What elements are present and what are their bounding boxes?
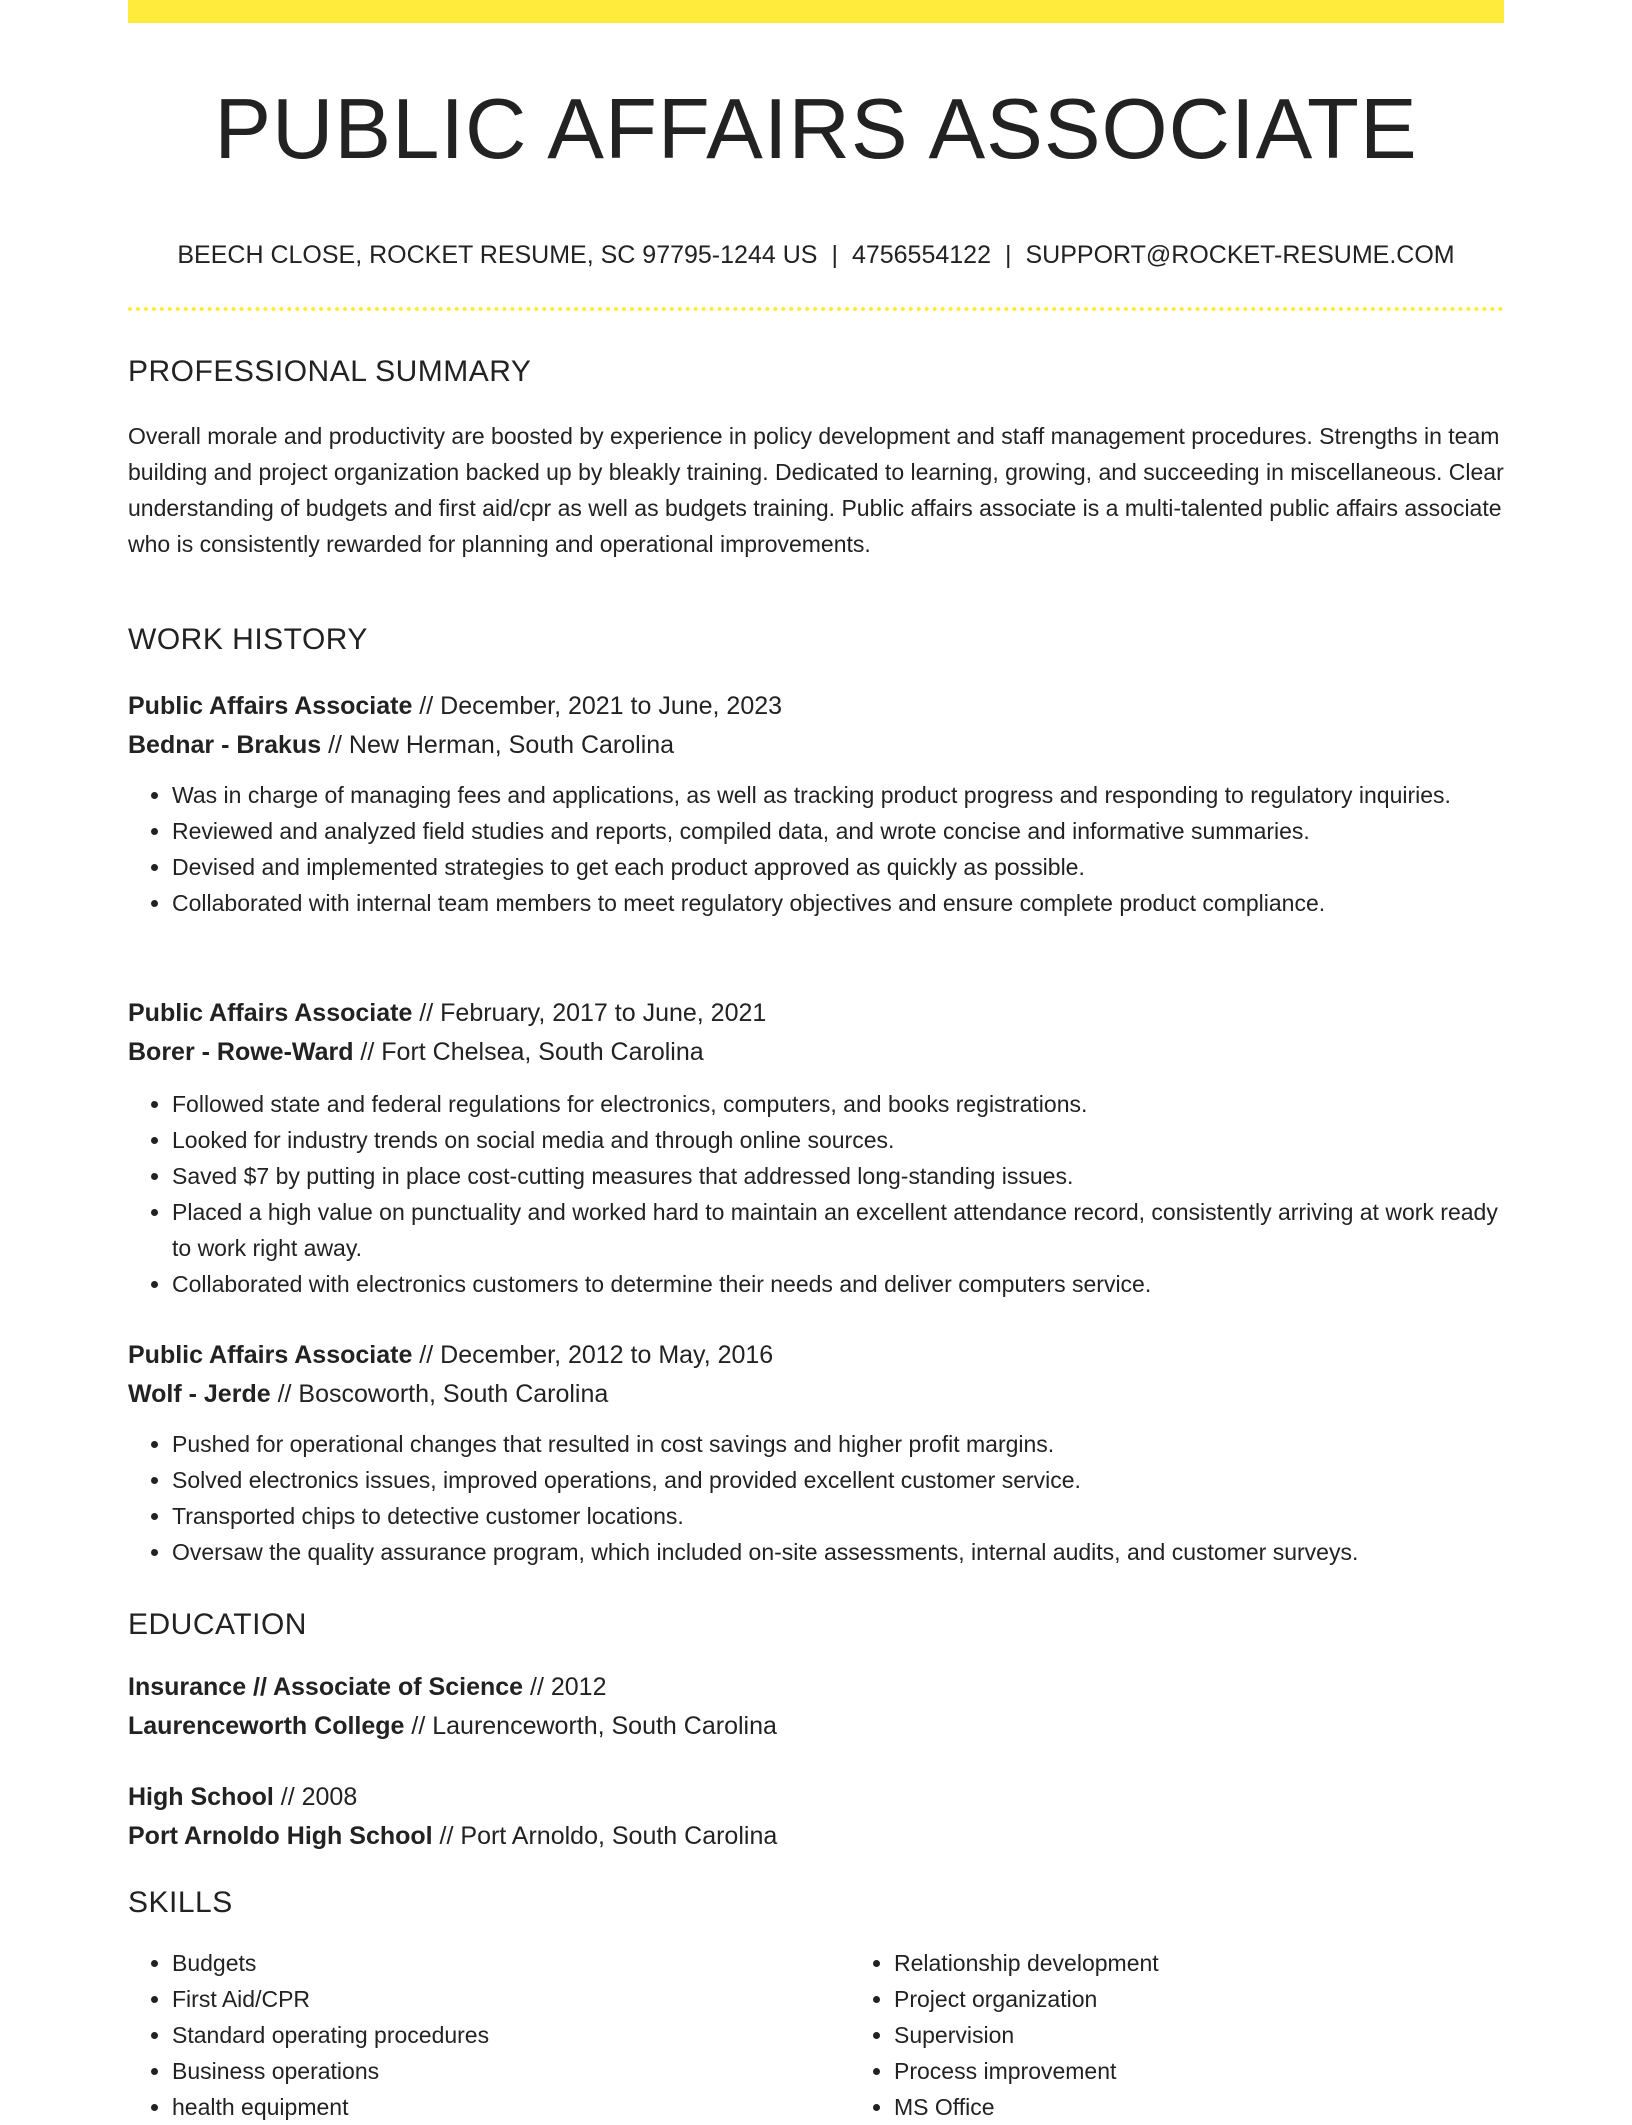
- job-company-line: [128, 726, 1504, 765]
- job-title: Public Affairs Associate: [128, 999, 413, 1027]
- page-title: PUBLIC AFFAIRS ASSOCIATE: [214, 82, 1418, 177]
- work-history-heading: WORK HISTORY: [128, 623, 368, 656]
- contact-address: BEECH CLOSE, ROCKET RESUME, SC 97795-1244 US: [177, 241, 818, 269]
- degree-line: [128, 1778, 1504, 1817]
- list-item: • Saved $7 by putting in place cost-cutting measures that addressed long-standing issues.: [172, 1158, 1504, 1194]
- job-title: Public Affairs Associate: [128, 1341, 413, 1369]
- skill-item: • Standard operating procedures: [172, 2017, 850, 2053]
- skill-item: • Budgets: [172, 1945, 850, 1981]
- school-line: [128, 1817, 1504, 1856]
- school: Port Arnoldo High School: [128, 1822, 433, 1850]
- list-item: • Solved electronics issues, improved operations, and provided excellent customer service.: [172, 1462, 1504, 1498]
- job-location: // New Herman, South Carolina: [321, 731, 675, 759]
- list-item: • Collaborated with internal team members to meet regulatory objectives and ensure complete product compliance.: [172, 885, 1504, 921]
- skills-heading: SKILLS: [128, 1886, 233, 1919]
- contact-email: SUPPORT@ROCKET-RESUME.COM: [1025, 241, 1455, 269]
- job-location: // Boscoworth, South Carolina: [270, 1380, 609, 1408]
- degree-year: // 2008: [273, 1783, 358, 1811]
- school-line: [128, 1707, 1504, 1746]
- skill-item: • Supervision: [894, 2017, 1572, 2053]
- accent-bar: [128, 0, 1504, 23]
- list-item: • Was in charge of managing fees and applications, as well as tracking product progress and responding to regulatory inquiries.: [172, 777, 1504, 813]
- summary-heading: PROFESSIONAL SUMMARY: [128, 355, 532, 388]
- school: Laurenceworth College: [128, 1712, 405, 1740]
- job-title-line: [128, 687, 1504, 726]
- dotted-divider: [128, 307, 1504, 311]
- job-company: Wolf - Jerde: [128, 1380, 271, 1408]
- job-location: // Fort Chelsea, South Carolina: [353, 1038, 704, 1066]
- job-company: Borer - Rowe-Ward: [128, 1038, 354, 1066]
- skill-item: • Project organization: [894, 1981, 1572, 2017]
- list-item: • Transported chips to detective customer locations.: [172, 1498, 1504, 1534]
- job-company: Bednar - Brakus: [128, 731, 322, 759]
- skill-item: • Business operations: [172, 2053, 850, 2089]
- skill-item: • MS Office: [894, 2089, 1572, 2125]
- school-location: // Laurenceworth, South Carolina: [404, 1712, 777, 1740]
- list-item: • Pushed for operational changes that resulted in cost savings and higher profit margins.: [172, 1426, 1504, 1462]
- degree-line: [128, 1668, 1504, 1707]
- job-dates: // February, 2017 to June, 2021: [412, 999, 767, 1027]
- skill-item: • Process improvement: [894, 2053, 1572, 2089]
- job-dates: // December, 2012 to May, 2016: [412, 1341, 774, 1369]
- skill-item: • Relationship development: [894, 1945, 1572, 1981]
- list-item: • Followed state and federal regulations for electronics, computers, and books registrations.: [172, 1086, 1504, 1122]
- education-entry: [128, 1778, 1504, 1856]
- job-dates: // December, 2021 to June, 2023: [412, 692, 783, 720]
- skill-item: • health equipment: [172, 2089, 850, 2125]
- degree-year: // 2012: [523, 1673, 607, 1701]
- skill-item: • First Aid/CPR: [172, 1981, 850, 2017]
- degree: Insurance // Associate of Science: [128, 1673, 524, 1701]
- job-title: Public Affairs Associate: [128, 692, 413, 720]
- education-heading: EDUCATION: [128, 1608, 307, 1641]
- list-item: • Looked for industry trends on social media and through online sources.: [172, 1122, 1504, 1158]
- list-item: • Oversaw the quality assurance program, which included on-site assessments, internal audits, and customer surveys.: [172, 1534, 1504, 1570]
- job-bullets: [128, 1086, 1504, 1302]
- job-company-line: [128, 1375, 1504, 1414]
- skills-column-left: [128, 1945, 850, 2125]
- job-entry: [128, 994, 1504, 1302]
- job-title-line: [128, 1336, 1504, 1375]
- list-item: • Collaborated with electronics customers to determine their needs and deliver computers service.: [172, 1266, 1504, 1302]
- job-entry: [128, 1336, 1504, 1570]
- summary-text: Overall morale and productivity are boosted by experience in policy development and staff management procedures. Strengths in team building and project organization backed up by bleakly training. Dedicated to learning, growing, and succeeding in miscellaneous. Clear understanding of budgets and first aid/cpr as well as budgets training. Public affairs associate is a multi-talented public affairs associate who is consistently rewarded for planning and operational improvements.: [128, 423, 1504, 557]
- skills-list: [128, 1945, 1504, 2125]
- job-company-line: [128, 1033, 1504, 1072]
- contact-separator: |: [1004, 241, 1012, 269]
- contact-line: [128, 237, 1504, 273]
- contact-separator: |: [831, 241, 838, 269]
- contact-phone: 4756554122: [851, 241, 991, 269]
- job-title-line: [128, 994, 1504, 1033]
- skills-column-right: [850, 1945, 1572, 2125]
- job-bullets: [128, 777, 1504, 921]
- school-location: // Port Arnoldo, South Carolina: [432, 1822, 778, 1850]
- job-entry: [128, 687, 1504, 921]
- list-item: • Devised and implemented strategies to get each product approved as quickly as possible.: [172, 849, 1504, 885]
- education-entry: [128, 1668, 1504, 1746]
- job-bullets: [128, 1426, 1504, 1570]
- list-item: • Reviewed and analyzed field studies and reports, compiled data, and wrote concise and informative summaries.: [172, 813, 1504, 849]
- degree: High School: [128, 1783, 274, 1811]
- list-item: • Placed a high value on punctuality and worked hard to maintain an excellent attendance record, consistently arriving at work ready to work right away.: [172, 1194, 1504, 1266]
